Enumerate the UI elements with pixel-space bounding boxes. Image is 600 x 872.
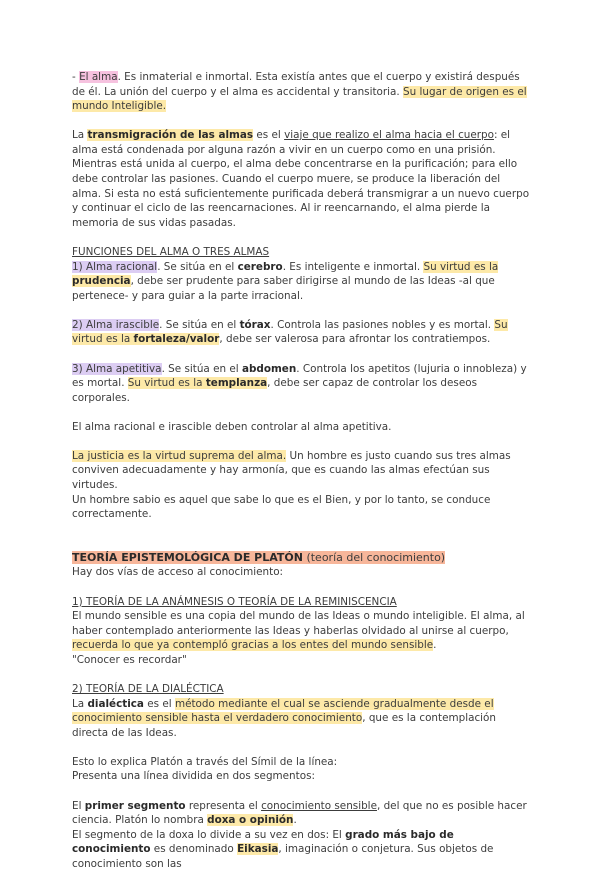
text: El mundo sensible es una copia del mundo de las Ideas o mundo inteligible. El alma, al haber contemplado anteriormente las Ideas y haberlas olvidado al unirse al cuerpo,	[72, 610, 525, 637]
paragraph-alma-apetitiva	[72, 362, 530, 406]
text: , debe ser capaz de controlar los deseos corporales.	[72, 377, 477, 404]
text: es el	[253, 129, 285, 142]
underline-conocimiento-sensible: conocimiento sensible	[261, 799, 377, 812]
paragraph-justicia	[72, 449, 530, 493]
paragraph-alma-racional	[72, 260, 530, 304]
text: es el	[143, 697, 175, 710]
text: , del que no es posible hacer ciencia. Platón lo nombra	[72, 799, 527, 827]
quote-conocer: "Conocer es recordar"	[72, 653, 187, 666]
highlight-doxa: doxa o opinión	[207, 814, 294, 827]
bold-primer-segmento: primer segmento	[84, 799, 186, 812]
text: . Se sitúa en el	[157, 260, 238, 273]
heading-rest: (teoría del conocimiento)	[302, 550, 446, 564]
paragraph-primer-segmento	[72, 799, 530, 828]
text: Un hombre es justo cuando sus tres almas conviven adecuadamente y hay armonía, que es cuando las almas efectúan sus virtudes.	[72, 449, 511, 492]
text: El segmento de la doxa lo divide a su vez en dos: El	[72, 828, 346, 841]
paragraph-intro: Hay dos vías de acceso al conocimiento:	[72, 566, 284, 579]
highlight-recuerda: recuerda lo que ya contempló gracias a los entes del mundo sensible	[72, 639, 434, 652]
paragraph-presenta: Presenta una línea dividida en dos segmentos:	[72, 770, 315, 783]
text: : el alma está condenada por alguna razón a vivir en un cuerpo como en una prisión. Mientras está unida al cuerpo, el alma debe concentrarse en la purificación; para ello debe controlar las pasiones. Cuando el cuerpo muere, se produce la liberación del alma. Si esta no está suficientemente purificada deberá transmigrar a un nuevo cuerpo y continuar el ciclo de las reencarnaciones. Al ir reencarnando, el alma pierde la memoria de sus vidas pasadas.	[72, 129, 530, 229]
highlight-justicia: La justicia es la virtud suprema del alma.	[72, 449, 287, 462]
text: La	[72, 129, 88, 142]
highlight-metodo: método mediante el cual se asciende gradualmente desde el conocimiento sensible hasta el verdadero conocimiento	[72, 697, 494, 725]
highlight-alma-apetitiva: 3) Alma apetitiva	[72, 362, 162, 375]
underline-viaje: viaje que realizo el alma hacia el cuerpo	[284, 129, 494, 142]
highlight-el-alma: El alma	[79, 71, 118, 83]
paragraph-transmigracion	[72, 128, 530, 230]
highlight-alma-irascible: 2) Alma irascible	[72, 318, 160, 331]
text: . Es inteligente e inmortal.	[282, 260, 424, 273]
paragraph-sabio: Un hombre sabio es aquel que sabe lo que es el Bien, y por lo tanto, se conduce correctamente.	[72, 493, 491, 521]
bold-grado-bajo: grado más bajo de conocimiento	[72, 828, 454, 856]
text: , debe ser prudente para saber dirigirse al mundo de las Ideas -al que pertenece- y para guiar a la parte irracional.	[72, 275, 495, 302]
heading-teoria-epistemologica	[72, 551, 530, 566]
text: , que es la contemplación directa de las Ideas.	[72, 712, 497, 739]
text: . Controla las pasiones nobles y es mortal.	[270, 318, 495, 331]
text: El	[72, 799, 85, 812]
paragraph-dialectica	[72, 697, 530, 741]
text: . Se sitúa en el	[161, 362, 242, 375]
text: .	[433, 639, 437, 652]
highlight-transmigracion: transmigración de las almas	[87, 129, 254, 142]
heading-bold: TEORÍA EPISTEMOLÓGICA DE PLATÓN	[72, 550, 303, 564]
bold-abdomen: abdomen	[241, 362, 297, 375]
heading-dialectica: 2) TEORÍA DE LA DIALÉCTICA	[72, 683, 224, 695]
text: representa el	[185, 799, 262, 812]
bold-dialectica: dialéctica	[87, 697, 144, 710]
text: .	[293, 814, 297, 827]
text: , debe ser valerosa para afrontar los contratiempos.	[219, 333, 491, 346]
bold-cerebro: cerebro	[237, 260, 283, 273]
text: , imaginación o conjetura. Sus objetos de conocimiento son las	[72, 843, 494, 870]
highlight-alma-racional: 1) Alma racional	[72, 260, 158, 273]
highlight-prudencia: prudencia	[72, 275, 131, 288]
text: . Controla los apetitos (lujuria o innobleza) y es mortal.	[72, 362, 527, 390]
text: es denominado	[150, 843, 238, 856]
highlight-virtud: Su virtud es la	[423, 260, 499, 273]
highlight-virtud: Su virtud es la	[127, 377, 206, 390]
paragraph-control: El alma racional e irascible deben controlar al alma apetitiva.	[72, 420, 392, 433]
paragraph-alma-irascible	[72, 318, 530, 347]
text: -	[72, 71, 80, 83]
heading-anamnesis: 1) TEORÍA DE LA ANÁMNESIS O TEORÍA DE LA REMINISCENCIA	[72, 595, 397, 608]
heading-funciones: FUNCIONES DEL ALMA O TRES ALMAS	[72, 245, 270, 258]
highlight-virtud: Su virtud es la	[72, 318, 508, 346]
paragraph-anamnesis	[72, 609, 530, 653]
highlight-eikasia: Eikasia	[237, 843, 279, 856]
paragraph-doxa	[72, 828, 530, 872]
text: . Es inmaterial e inmortal. Esta existía antes que el cuerpo y existirá después de él. La unión del cuerpo y el alma es accidental y transitoria.	[72, 71, 520, 98]
highlight-fortaleza: fortaleza/valor	[133, 333, 220, 346]
highlight-templanza: templanza	[205, 377, 268, 390]
text: . Se sitúa en el	[159, 318, 240, 331]
highlight-lugar-origen: Su lugar de origen es el mundo Inteligible.	[72, 85, 527, 113]
text: La	[72, 697, 88, 710]
paragraph-alma	[72, 70, 530, 114]
paragraph-simil: Esto lo explica Platón a través del Símil de la línea:	[72, 755, 338, 768]
bold-torax: tórax	[239, 318, 271, 331]
